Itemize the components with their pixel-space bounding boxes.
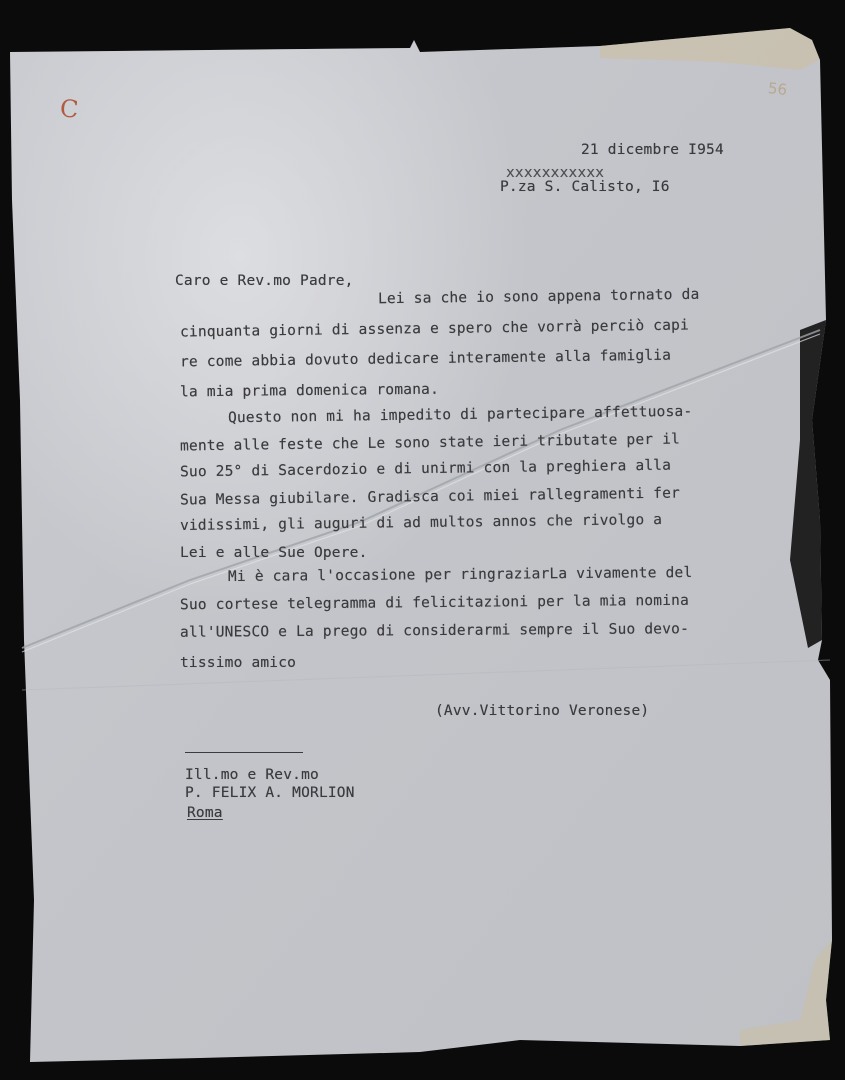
body-line-8: Sua Messa giubilare. Gradisca coi miei rallegramenti fer	[179, 485, 681, 509]
body-line-9: vidissimi, gli auguri di ad multos annos che rivolgo a	[179, 512, 663, 534]
body-line-6: mente alle feste che Le sono state ieri tributate per il	[179, 431, 681, 455]
body-line-13: all'UNESCO e La prego di considerarmi sempre il Suo devo-	[179, 621, 690, 641]
recipient-rule	[185, 752, 303, 753]
pencil-mark: C	[59, 94, 80, 124]
body-line-11: Mi è cara l'occasione per ringraziarLa vivamente del	[227, 564, 693, 586]
body-line-14: tissimo amico	[180, 655, 297, 671]
body-line-2: cinquanta giorni di assenza e spero che vorrà perciò capi	[179, 317, 690, 341]
body-line-3: re come abbia dovuto dedicare interamente alla famiglia	[179, 347, 672, 371]
recipient-city: Roma	[187, 805, 223, 821]
archive-number: 56	[767, 79, 788, 99]
body-line-7: Suo 25° di Sacerdozio e di unirmi con la preghiera alla	[179, 457, 672, 481]
body-line-1: Lei sa che io sono appena tornato da	[377, 286, 700, 308]
body-line-4: la mia prima domenica romana.	[179, 381, 440, 401]
body-line-5: Questo non mi ha impedito di partecipare affettuosa-	[227, 403, 693, 427]
signature: (Avv.Vittorino Veronese)	[435, 703, 650, 719]
salutation: Caro e Rev.mo Padre,	[175, 273, 354, 289]
letter-date: 21 dicembre I954	[581, 142, 724, 158]
sender-address: P.za S. Calisto, I6	[500, 179, 670, 195]
body-line-12: Suo cortese telegramma di felicitazioni per la mia nomina	[179, 592, 690, 614]
recipient-name: P. FELIX A. MORLION	[185, 785, 355, 801]
struck-address: xxxxxxxxxxx	[506, 165, 605, 181]
recipient-title: Ill.mo e Rev.mo	[185, 767, 319, 783]
body-line-10: Lei e alle Sue Opere.	[180, 545, 368, 561]
